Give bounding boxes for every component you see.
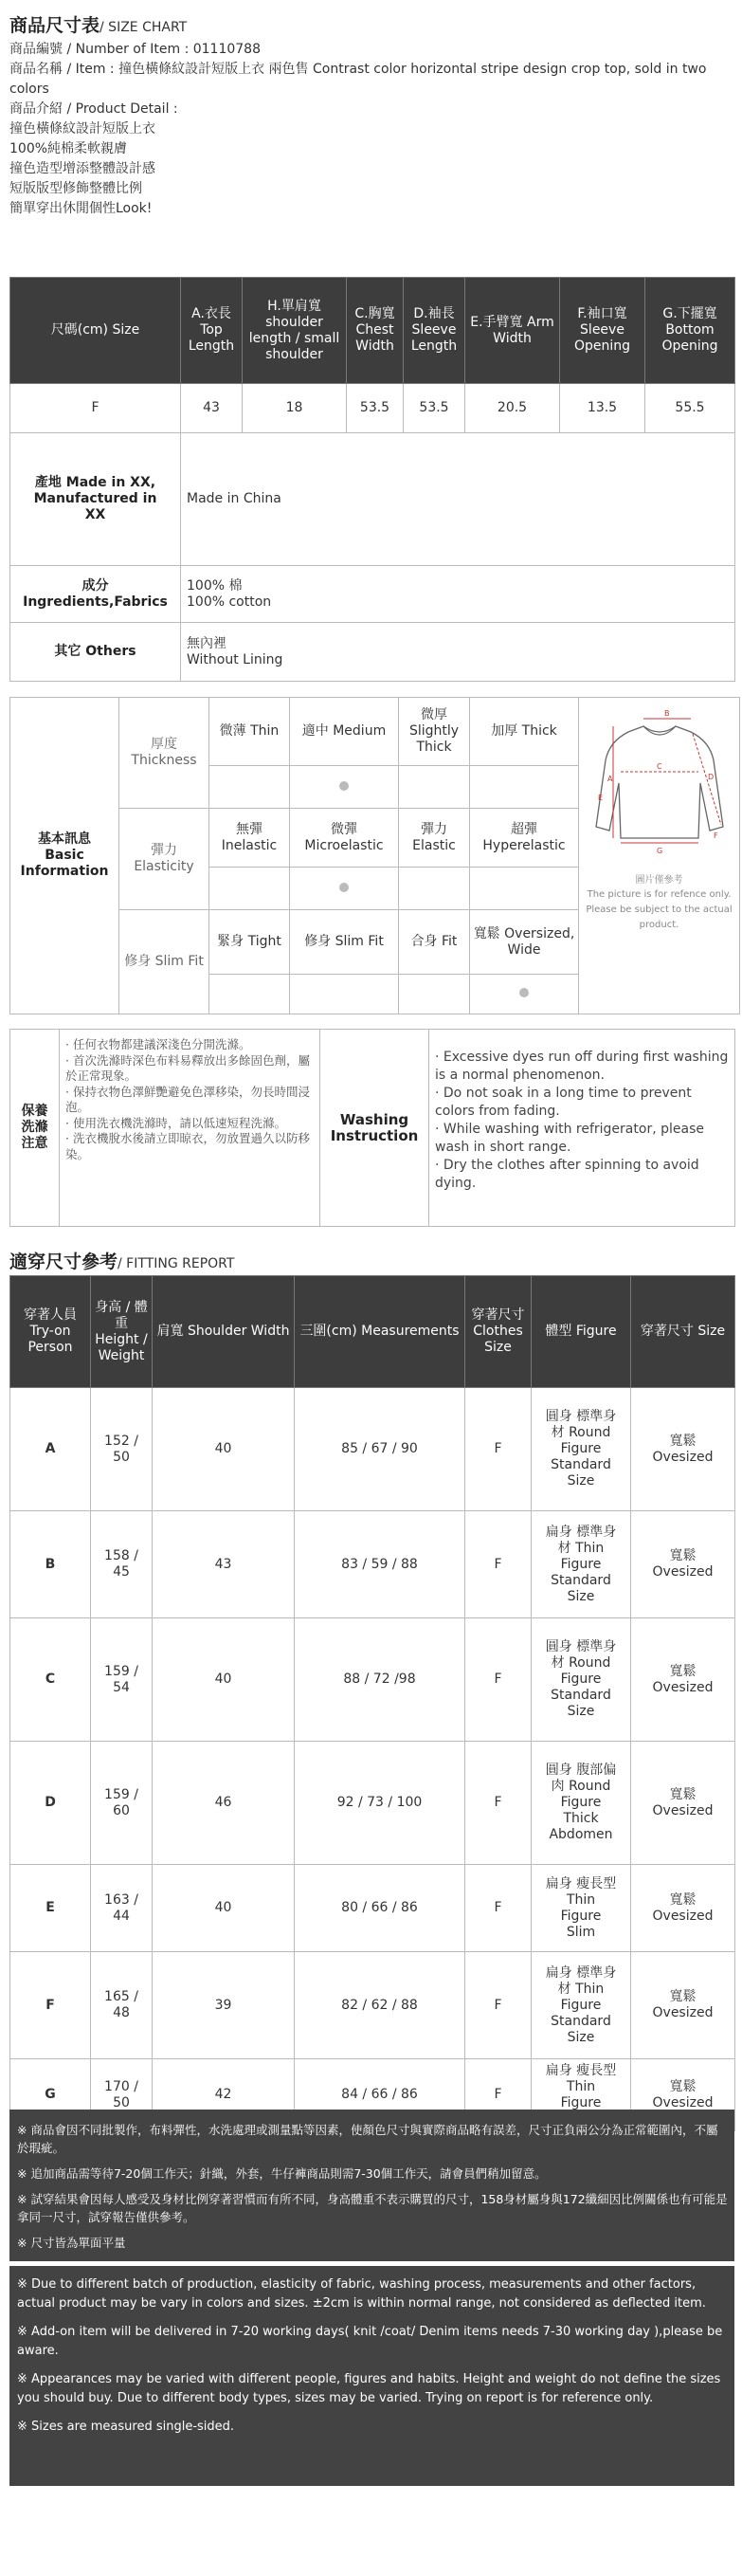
slimfit-mark-cell [209, 975, 290, 1014]
size-fit-header: 穿著尺寸 Size [631, 1276, 735, 1388]
shoulder-width-cell: 43 [153, 1511, 295, 1618]
diagram-letter-d: D [707, 773, 714, 781]
slimfit-option: 修身 Slim Fit [290, 910, 399, 975]
fit-size-cell: 寬鬆 Ovesized [631, 2059, 735, 2131]
size-cell: 20.5 [465, 384, 560, 433]
size-cell: 55.5 [645, 384, 735, 433]
tryon-person-header: 穿著人員 Try-on Person [10, 1276, 91, 1388]
note-zh: ※ 尺寸皆為單面平量 [17, 2236, 126, 2250]
slimfit-mark-cell [399, 975, 470, 1014]
elasticity-mark-cell [209, 868, 290, 910]
fitting-subtitle: / FITTING REPORT [118, 1256, 235, 1271]
height-weight-header: 身高 / 體重 Height / Weight [91, 1276, 153, 1388]
selected-dot [339, 883, 349, 892]
washing-en-text: Do not soak in a long time to prevent colors from fading. [435, 1086, 692, 1119]
slimfit-option: 寬鬆 Oversized, Wide [470, 910, 579, 975]
washing-instruction-title: Washing Instruction [320, 1030, 429, 1227]
tryon-person-cell: D [10, 1742, 91, 1865]
slimfit-mark-cell [470, 975, 579, 1014]
clothes-size-cell: F [465, 1388, 532, 1511]
clothes-size-cell: F [465, 1865, 532, 1952]
tryon-person-cell: A [10, 1388, 91, 1511]
selected-dot [519, 988, 529, 997]
washing-en-item: · Excessive dyes run off during first washing is a normal phenomenon. [435, 1050, 729, 1083]
detail-line: 撞色橫條紋設計短版上衣 [9, 121, 155, 137]
sweater-diagram [588, 705, 731, 881]
fitting-heading [9, 1248, 734, 1273]
product-info [9, 40, 734, 219]
item-name: 商品名稱 / Item : 撞色橫條紋設計短版上衣 兩色售 Contrast color horizontal stripe design crop top, sold in two colors [9, 62, 707, 97]
fitting-row [10, 1388, 735, 1511]
height-weight-cell: 159 / 60 [91, 1742, 153, 1865]
fabric-value-en: 100% cotton [187, 594, 272, 610]
washing-zh-item: · 使用洗衣機洗滌時，請以低速短程洗滌。 [65, 1115, 286, 1130]
elasticity-option: 微彈 Microelastic [290, 809, 399, 868]
garment-diagram-cell [579, 698, 740, 1014]
thickness-mark-cell [470, 766, 579, 809]
tryon-person-cell: G [10, 2059, 91, 2131]
fit-size-cell: 寬鬆 Ovesized [631, 1618, 735, 1742]
slimfit-label: 修身 Slim Fit [119, 910, 209, 1014]
detail-line: 簡單穿出休閒個性Look! [9, 201, 153, 216]
fabric-label: 成分 Ingredients,Fabrics [10, 566, 181, 623]
fitting-wrap [9, 1275, 734, 2131]
sleeve-length-header: D.袖長 Sleeve Length [404, 278, 465, 384]
detail-line: 短版版型修飾整體比例 [9, 181, 142, 196]
fit-size-cell: 寬鬆 Ovesized [631, 1865, 735, 1952]
size-cell: 18 [243, 384, 347, 433]
size-table-wrap [9, 277, 734, 682]
fitting-row [10, 1865, 735, 1952]
size-cell: 53.5 [404, 384, 465, 433]
washing-en-text: Dry the clothes after spinning to avoid dying. [435, 1158, 699, 1191]
fit-size-cell: 寬鬆 Ovesized [631, 1388, 735, 1511]
measurements-cell: 82 / 62 / 88 [295, 1952, 465, 2059]
selected-dot [339, 781, 349, 791]
sleeve-opening-header: F.袖口寬 Sleeve Opening [560, 278, 645, 384]
clothes-size-cell: F [465, 1952, 532, 2059]
clothes-size-cell: F [465, 1618, 532, 1742]
top-length-header: A.衣長 Top Length [181, 278, 243, 384]
figure-cell: 扁身 瘦長型 Thin Figure Slim [532, 1865, 631, 1952]
others-label: 其它 Others [10, 623, 181, 682]
fitting-table [9, 1275, 735, 2131]
measurements-cell: 84 / 66 / 86 [295, 2059, 465, 2131]
washing-zh-text: 使用洗衣機洗滌時，請以低速短程洗滌。 [72, 1115, 286, 1130]
thickness-label: 厚度 Thickness [119, 698, 209, 809]
washing-en-item: · Dry the clothes after spinning to avoid dying. [435, 1158, 699, 1191]
washing-en-item: · Do not soak in a long time to prevent colors from fading. [435, 1086, 692, 1119]
tryon-person-cell: C [10, 1618, 91, 1742]
washing-label: 保養洗滌注意 [10, 1030, 60, 1227]
tryon-person-cell: E [10, 1865, 91, 1952]
thickness-mark-cell [399, 766, 470, 809]
height-weight-cell: 165 / 48 [91, 1952, 153, 2059]
fit-size-cell: 寬鬆 Ovesized [631, 1952, 735, 2059]
figure-cell: 扁身 瘦長型 Thin Figure [532, 2059, 631, 2131]
figure-cell: 扁身 標準身材 Thin Figure Standard Size [532, 1952, 631, 2059]
washing-wrap [9, 1029, 734, 1227]
figure-cell: 圓身 標準身材 Round Figure Standard Size [532, 1388, 631, 1511]
washing-en-item: · While washing with refrigerator, please wash in short range. [435, 1122, 704, 1155]
basic-info-label [10, 698, 119, 1014]
shoulder-width-cell: 46 [153, 1742, 295, 1865]
basic-info-label-zh: 基本訊息 [38, 831, 91, 847]
others-value [181, 623, 735, 682]
product-detail-label: 商品介紹 / Product Detail : [9, 101, 178, 117]
fitting-row [10, 1511, 735, 1618]
notes-en-box [9, 2266, 734, 2486]
note-zh: ※ 追加商品需等待7-20個工作天；針織，外套，牛仔褲商品則需7-30個工作天，請會員們稍加留意。 [17, 2166, 547, 2181]
others-value-en: Without Lining [187, 651, 283, 667]
bottom-opening-header: G.下擺寬 Bottom Opening [645, 278, 735, 384]
washing-zh-text: 洗衣機脫水後請立即晾衣，勿放置過久以防移染。 [65, 1131, 310, 1161]
washing-zh-text: 首次洗滌時深色布料易釋放出多餘固色劑，屬於正常現象。 [65, 1052, 310, 1083]
thickness-mark-cell [290, 766, 399, 809]
thickness-mark-cell [209, 766, 290, 809]
slimfit-option: 緊身 Tight [209, 910, 290, 975]
clothes-size-cell: F [465, 1742, 532, 1865]
elasticity-option: 超彈 Hyperelastic [470, 809, 579, 868]
washing-table [9, 1029, 735, 1227]
shoulder-width-cell: 40 [153, 1618, 295, 1742]
height-weight-cell: 152 / 50 [91, 1388, 153, 1511]
picture-note-en: The picture is for refence only. Please be subject to the actual product. [586, 889, 733, 930]
size-cell: F [10, 384, 181, 433]
origin-value: Made in China [181, 433, 735, 566]
measurements-header: 三圍(cm) Measurements [295, 1276, 465, 1388]
figure-cell: 圓身 腹部偏肉 Round Figure Thick Abdomen [532, 1742, 631, 1865]
picture-note-zh: 圖片僅參考 [635, 875, 683, 886]
elasticity-mark-cell [290, 868, 399, 910]
diagram-letter-a: A [606, 775, 612, 783]
measurements-cell: 83 / 59 / 88 [295, 1511, 465, 1618]
detail-line: 撞色造型增添整體設計感 [9, 161, 155, 176]
size-chart-subtitle: / SIZE CHART [100, 20, 188, 35]
fitting-rows [10, 1388, 735, 2131]
figure-cell: 圓身 標準身材 Round Figure Standard Size [532, 1618, 631, 1742]
shoulder-width-cell: 39 [153, 1952, 295, 2059]
size-cell: 53.5 [347, 384, 404, 433]
fabric-value-zh: 100% 棉 [187, 577, 243, 594]
thickness-option: 適中 Medium [290, 698, 399, 766]
detail-line: 100%純棉柔軟親膚 [9, 141, 128, 156]
clothes-size-cell: F [465, 2059, 532, 2131]
washing-en-list [429, 1030, 735, 1227]
fit-size-cell: 寬鬆 Ovesized [631, 1511, 735, 1618]
washing-zh-item: · 保持衣物色澤鮮艷避免色澤移染，勿長時間浸泡。 [65, 1084, 310, 1114]
shoulder-width-header: 肩寬 Shoulder Width [153, 1276, 295, 1388]
clothes-size-header: 穿著尺寸 Clothes Size [465, 1276, 532, 1388]
size-cell: 43 [181, 384, 243, 433]
note-en: ※ Sizes are measured single-sided. [17, 2420, 235, 2434]
figure-cell: 扁身 標準身材 Thin Figure Standard Size [532, 1511, 631, 1618]
slimfit-mark-cell [290, 975, 399, 1014]
size-chart-title: 商品尺寸表 [9, 15, 100, 36]
measurements-cell: 80 / 66 / 86 [295, 1865, 465, 1952]
chest-header: C.胸寬 Chest Width [347, 278, 404, 384]
fitting-row [10, 1742, 735, 1865]
clothes-size-cell: F [465, 1511, 532, 1618]
washing-zh-item: · 洗衣機脫水後請立即晾衣，勿放置過久以防移染。 [65, 1131, 310, 1161]
thickness-option: 微厚 Slightly Thick [399, 698, 470, 766]
washing-zh-item: · 首次洗滌時深色布料易釋放出多餘固色劑，屬於正常現象。 [65, 1052, 310, 1083]
note-zh: ※ 試穿結果會因每人感受及身材比例穿著習慣而有所不同，身高體重不表示購買的尺寸，158身材屬身與172纖細因比例關係也有可能是拿同一尺寸，試穿報告僅供參考。 [17, 2192, 728, 2224]
size-chart-heading [9, 11, 734, 37]
figure-header: 體型 Figure [532, 1276, 631, 1388]
elasticity-option: 彈力 Elastic [399, 809, 470, 868]
fitting-row [10, 1618, 735, 1742]
notes-zh-box [9, 2110, 734, 2261]
washing-zh-text: 保持衣物色澤鮮艷避免色澤移染，勿長時間浸泡。 [65, 1084, 310, 1114]
basic-info-label-en: Basic Information [20, 848, 109, 879]
diagram-letter-f: F [713, 831, 718, 840]
shoulder-header: H.單肩寬 shoulder length / small shoulder [243, 278, 347, 384]
slimfit-option: 合身 Fit [399, 910, 470, 975]
diagram-letter-c: C [656, 762, 662, 771]
shoulder-width-cell: 40 [153, 1865, 295, 1952]
size-table [9, 277, 735, 682]
thickness-option: 微薄 Thin [209, 698, 290, 766]
height-weight-cell: 158 / 45 [91, 1511, 153, 1618]
note-en: ※ Due to different batch of production, elasticity of fabric, washing process, measurements and other factors, actual product may be vary in colors and sizes. ±2cm is within normal range, not considered as deflected item. [17, 2277, 706, 2311]
origin-label: 產地 Made in XX, Manufactured in XX [10, 433, 181, 566]
height-weight-cell: 170 / 50 [91, 2059, 153, 2131]
washing-zh-item: · 任何衣物都建議深淺色分開洗滌。 [65, 1037, 251, 1051]
elasticity-mark-cell [470, 868, 579, 910]
measurements-cell: 85 / 67 / 90 [295, 1388, 465, 1511]
thickness-option: 加厚 Thick [470, 698, 579, 766]
fit-size-cell: 寬鬆 Ovesized [631, 1742, 735, 1865]
measurements-cell: 92 / 73 / 100 [295, 1742, 465, 1865]
basic-info-table [9, 697, 740, 1014]
arm-width-header: E.手臂寬 Arm Width [465, 278, 560, 384]
shoulder-width-cell: 42 [153, 2059, 295, 2131]
fitting-title: 適穿尺寸參考 [9, 1251, 118, 1272]
size-header: 尺碼(cm) Size [10, 278, 181, 384]
tryon-person-cell: F [10, 1952, 91, 2059]
height-weight-cell: 163 / 44 [91, 1865, 153, 1952]
measurements-cell: 88 / 72 /98 [295, 1618, 465, 1742]
tryon-person-cell: B [10, 1511, 91, 1618]
elasticity-mark-cell [399, 868, 470, 910]
height-weight-cell: 159 / 54 [91, 1618, 153, 1742]
diagram-letter-e: E [597, 794, 603, 802]
item-number: 商品編號 / Number of Item : 01110788 [9, 42, 261, 57]
size-cell: 13.5 [560, 384, 645, 433]
fabric-value [181, 566, 735, 623]
diagram-letter-b: B [663, 709, 669, 718]
washing-zh-list [60, 1030, 320, 1227]
shoulder-width-cell: 40 [153, 1388, 295, 1511]
note-en: ※ Add-on item will be delivered in 7-20 working days( knit /coat/ Denim items needs 7-30 working day ),please be aware. [17, 2325, 723, 2358]
fitting-row [10, 1952, 735, 2059]
diagram-letter-g: G [656, 847, 662, 855]
washing-zh-text: 任何衣物都建議深淺色分開洗滌。 [72, 1037, 251, 1051]
elasticity-option: 無彈 Inelastic [209, 809, 290, 868]
basic-info-wrap [9, 697, 734, 1014]
washing-en-text: While washing with refrigerator, please wash in short range. [435, 1122, 704, 1155]
elasticity-label: 彈力 Elasticity [119, 809, 209, 910]
note-zh: ※ 商品會因不同批製作，布料彈性，水洗處理或測量點等因素，使顏色尺寸與實際商品略有誤差，尺寸正負兩公分為正常範圍內，不屬於瑕疵。 [17, 2123, 718, 2155]
note-en: ※ Appearances may be varied with different people, figures and habits. Height and weight do not define the sizes you should buy. Due to different body types, sizes may be varied. Trying on report is for reference only. [17, 2372, 721, 2405]
washing-en-text: Excessive dyes run off during first washing is a normal phenomenon. [435, 1050, 729, 1083]
others-value-zh: 無內裡 [187, 635, 226, 651]
